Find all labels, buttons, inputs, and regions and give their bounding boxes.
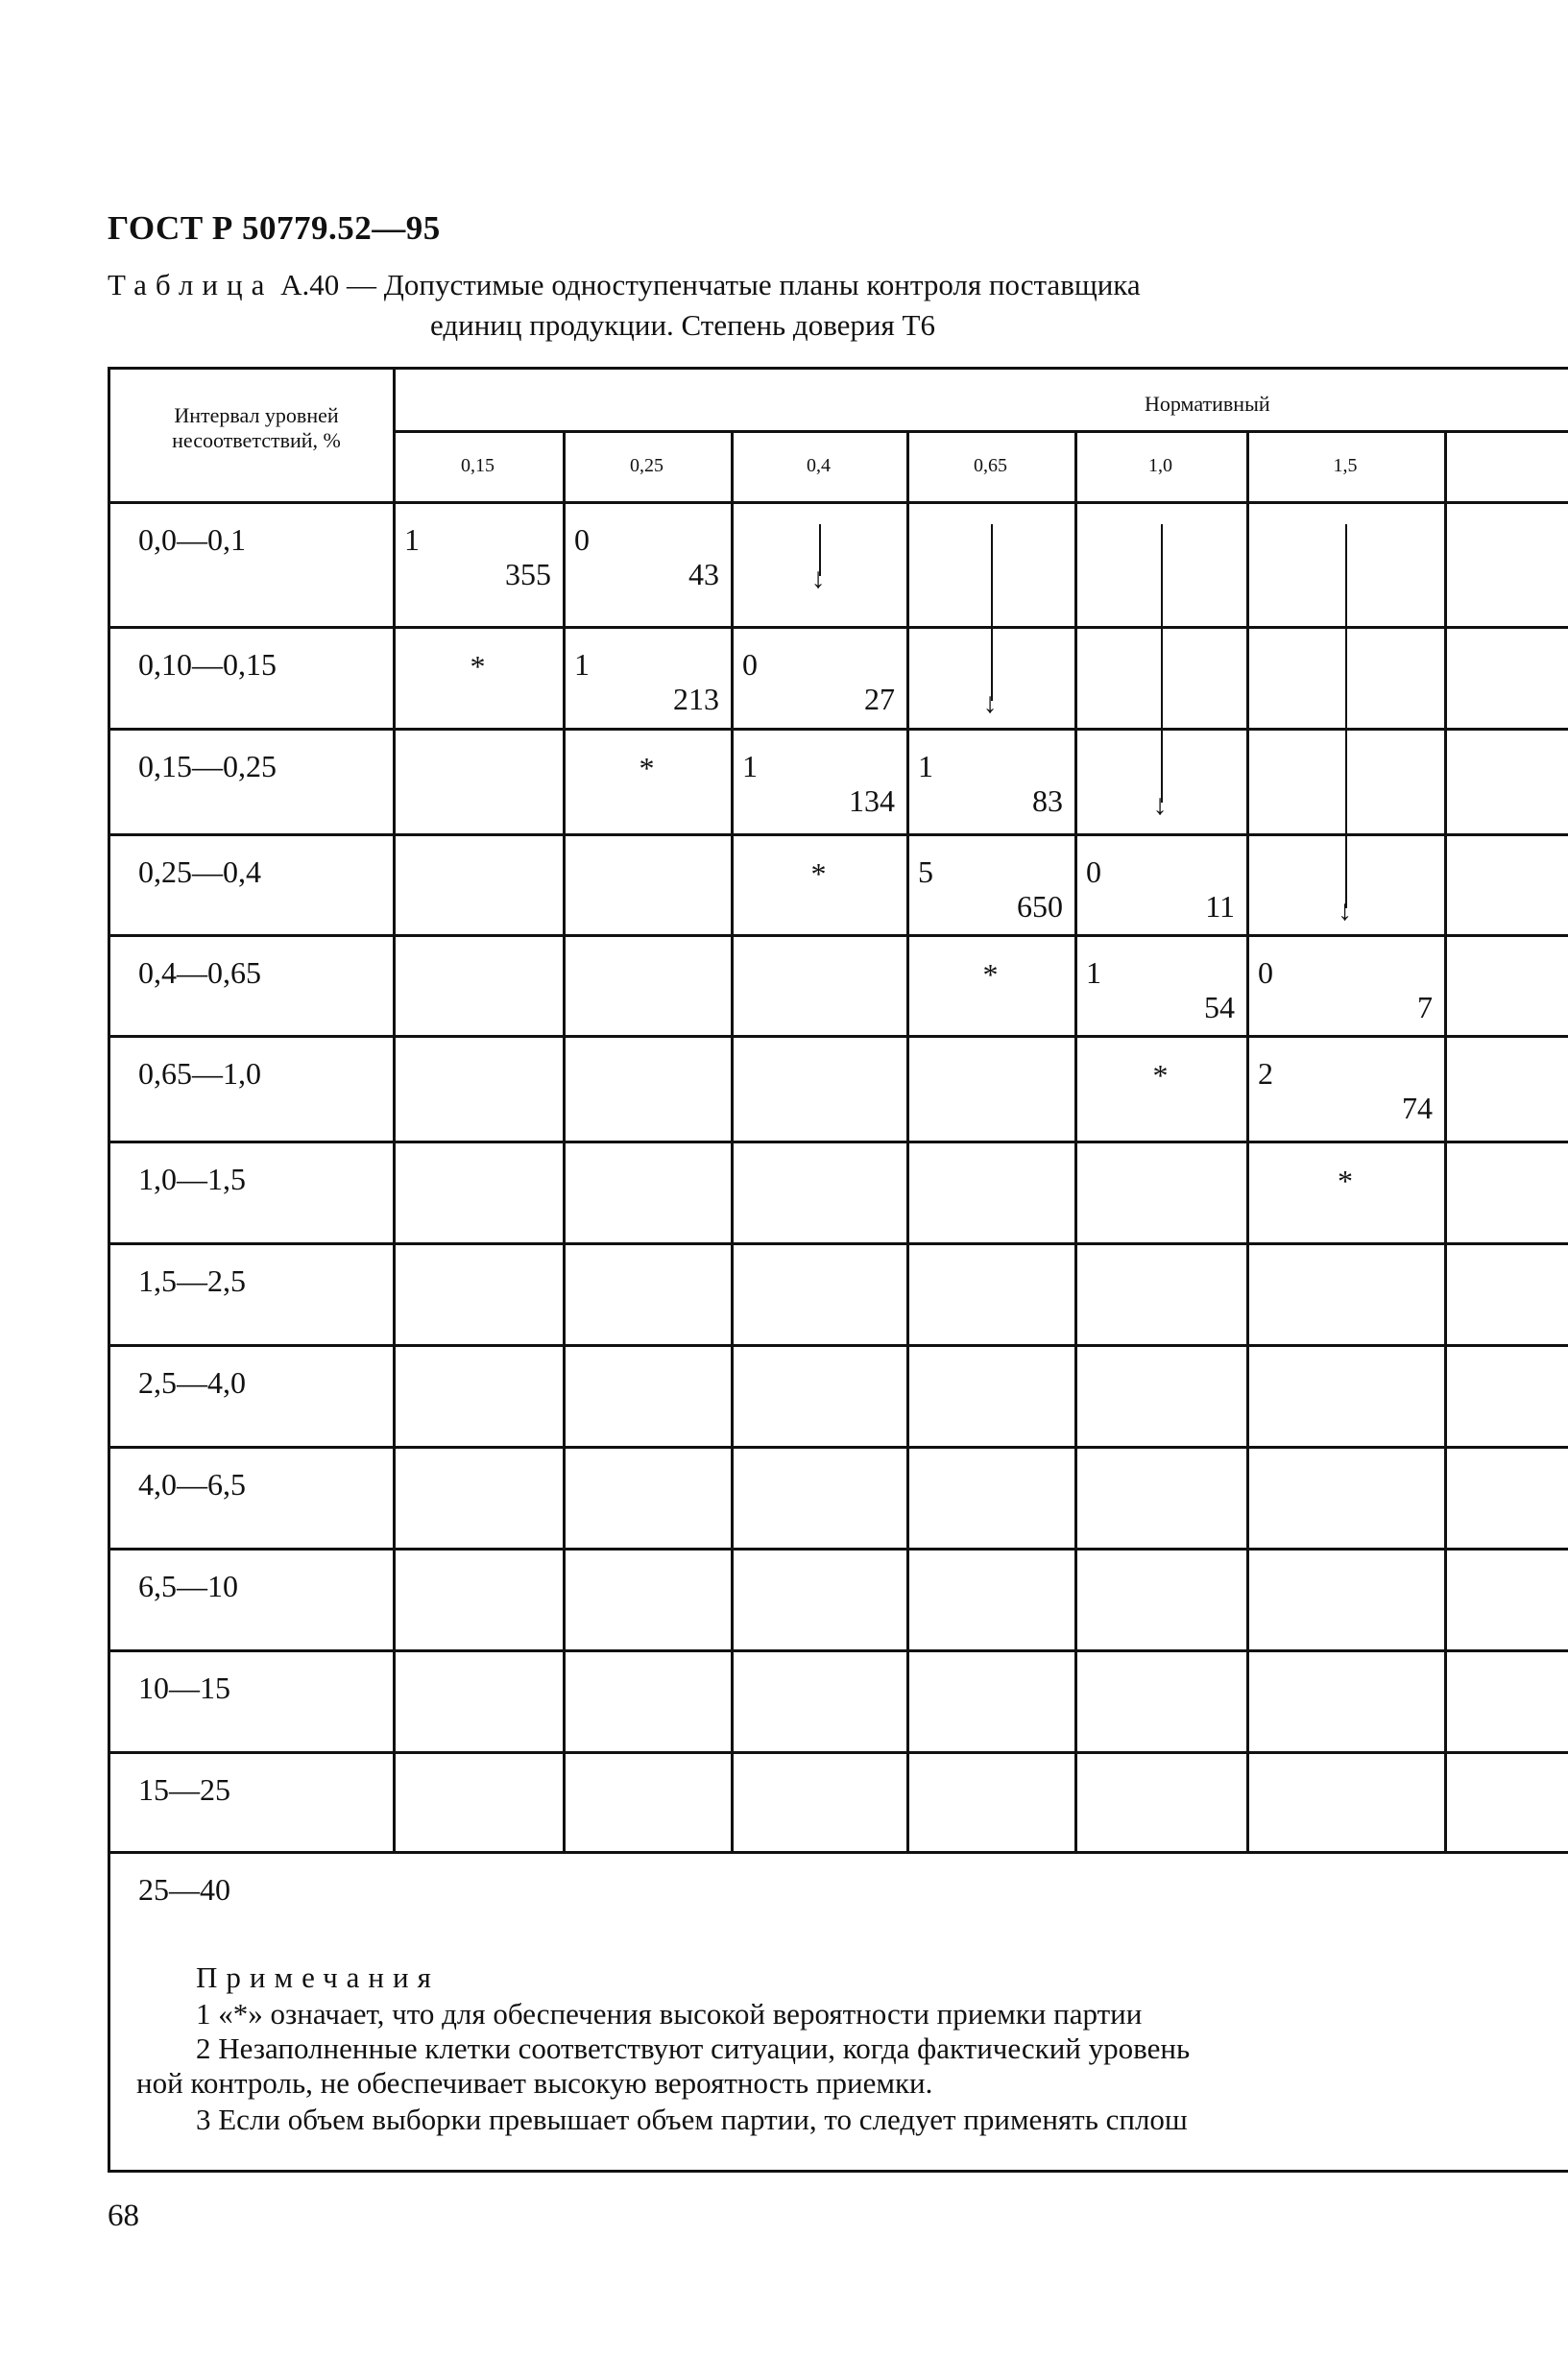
arrow-down-icon: ↓ xyxy=(982,687,998,719)
row-divider xyxy=(108,1446,1568,1449)
row-interval-label: 0,4—0,65 xyxy=(138,955,261,990)
plans-table xyxy=(108,367,1568,2172)
acceptance-number: 1 xyxy=(574,647,590,682)
no-plan-star: * xyxy=(1338,1164,1353,1198)
sample-size: 27 xyxy=(864,682,895,716)
table-top-border xyxy=(108,367,1568,370)
column-divider xyxy=(393,367,396,1851)
column-header: 0,15 xyxy=(461,455,495,476)
column-divider xyxy=(1246,430,1249,1851)
no-plan-star: * xyxy=(810,856,827,891)
row-interval-label: 0,10—0,15 xyxy=(138,647,277,682)
no-plan-star: * xyxy=(982,957,999,992)
acceptance-number: 1 xyxy=(918,749,933,783)
sample-size: 43 xyxy=(688,557,719,591)
row-divider xyxy=(108,934,1568,937)
acceptance-number: 0 xyxy=(1258,955,1273,990)
row-interval-label: 10—15 xyxy=(138,1671,230,1705)
arrow-line xyxy=(991,524,993,701)
arrow-line xyxy=(1345,524,1347,908)
column-header: 1,5 xyxy=(1333,455,1358,476)
column-header: 1,0 xyxy=(1148,455,1172,476)
sample-size: 54 xyxy=(1204,990,1235,1024)
acceptance-number: 1 xyxy=(1086,955,1101,990)
sample-size: 355 xyxy=(505,557,551,591)
row-divider xyxy=(108,1751,1568,1754)
arrow-down-icon: ↓ xyxy=(1152,789,1168,821)
row-divider xyxy=(108,626,1568,629)
row-divider xyxy=(108,833,1568,836)
row-interval-label: 15—25 xyxy=(138,1772,230,1807)
acceptance-number: 2 xyxy=(1258,1056,1273,1091)
column-divider xyxy=(1444,430,1447,1851)
column-header: 0,4 xyxy=(807,455,831,476)
sample-size: 11 xyxy=(1205,889,1235,924)
no-plan-star: * xyxy=(639,751,655,785)
table-caption-line-1 xyxy=(108,268,1141,302)
note-line-4: 3 Если объем выборки превышает объем партии, то следует применять сплош xyxy=(196,2103,1188,2136)
caption-prefix: Таблица xyxy=(108,268,274,301)
note-line-2: 2 Незаполненные клетки соответствуют ситуации, когда фактический уровень xyxy=(196,2031,1191,2065)
column-divider xyxy=(563,430,566,1851)
group-header-divider xyxy=(393,430,1568,433)
group-header: Нормативный xyxy=(1145,392,1270,416)
row-header: Интервал уровней несоответствий, % xyxy=(172,403,341,452)
row-interval-label: 0,0—0,1 xyxy=(138,522,246,557)
column-header: 0,65 xyxy=(974,455,1007,476)
sample-size: 650 xyxy=(1017,889,1063,924)
arrow-down-icon: ↓ xyxy=(810,563,826,594)
acceptance-number: 0 xyxy=(742,647,758,682)
row-interval-label: 0,65—1,0 xyxy=(138,1056,261,1091)
note-line-3: ной контроль, не обеспечивает высокую вероятность приемки. xyxy=(136,2066,933,2100)
page-number: 68 xyxy=(108,2199,139,2233)
doc-code: ГОСТ Р 50779.52—95 xyxy=(108,209,441,247)
notes-title: Примечания xyxy=(196,1960,440,1994)
column-divider xyxy=(906,430,909,1851)
no-plan-star: * xyxy=(470,649,486,684)
table-bottom-border xyxy=(108,2170,1568,2173)
row-interval-label: 1,0—1,5 xyxy=(138,1162,246,1196)
row-divider xyxy=(108,1242,1568,1245)
sample-size: 7 xyxy=(1417,990,1433,1024)
row-divider xyxy=(108,1649,1568,1652)
acceptance-number: 1 xyxy=(742,749,758,783)
acceptance-number: 0 xyxy=(1086,854,1101,889)
sample-size: 213 xyxy=(673,682,719,716)
row-divider xyxy=(108,501,1568,504)
row-interval-label: 1,5—2,5 xyxy=(138,1263,246,1298)
row-divider xyxy=(108,1141,1568,1143)
row-divider xyxy=(108,1851,1568,1854)
column-divider xyxy=(731,430,734,1851)
caption-title: А.40 — Допустимые одноступенчатые планы контроля поставщика xyxy=(273,268,1141,301)
table-left-border xyxy=(108,367,110,2173)
row-divider xyxy=(108,1344,1568,1347)
sample-size: 74 xyxy=(1402,1091,1433,1125)
arrow-down-icon: ↓ xyxy=(1338,895,1352,926)
column-divider xyxy=(1074,430,1077,1851)
note-line-1: 1 «*» означает, что для обеспечения высокой вероятности приемки партии xyxy=(196,1997,1143,2031)
sample-size: 83 xyxy=(1032,783,1063,818)
acceptance-number: 5 xyxy=(918,854,933,889)
row-divider xyxy=(108,1548,1568,1551)
row-interval-label: 25—40 xyxy=(138,1872,230,1907)
row-interval-label: 4,0—6,5 xyxy=(138,1467,246,1502)
row-interval-label: 2,5—4,0 xyxy=(138,1365,246,1400)
row-interval-label: 0,15—0,25 xyxy=(138,749,277,783)
row-divider xyxy=(108,728,1568,731)
sample-size: 134 xyxy=(849,783,895,818)
table-caption-line-2: единиц продукции. Степень доверия Т6 xyxy=(430,308,935,342)
row-interval-label: 0,25—0,4 xyxy=(138,854,261,889)
column-header: 0,25 xyxy=(630,455,663,476)
arrow-line xyxy=(1161,524,1163,803)
acceptance-number: 0 xyxy=(574,522,590,557)
row-divider xyxy=(108,1035,1568,1038)
acceptance-number: 1 xyxy=(404,522,420,557)
row-interval-label: 6,5—10 xyxy=(138,1569,238,1603)
no-plan-star: * xyxy=(1152,1058,1169,1093)
